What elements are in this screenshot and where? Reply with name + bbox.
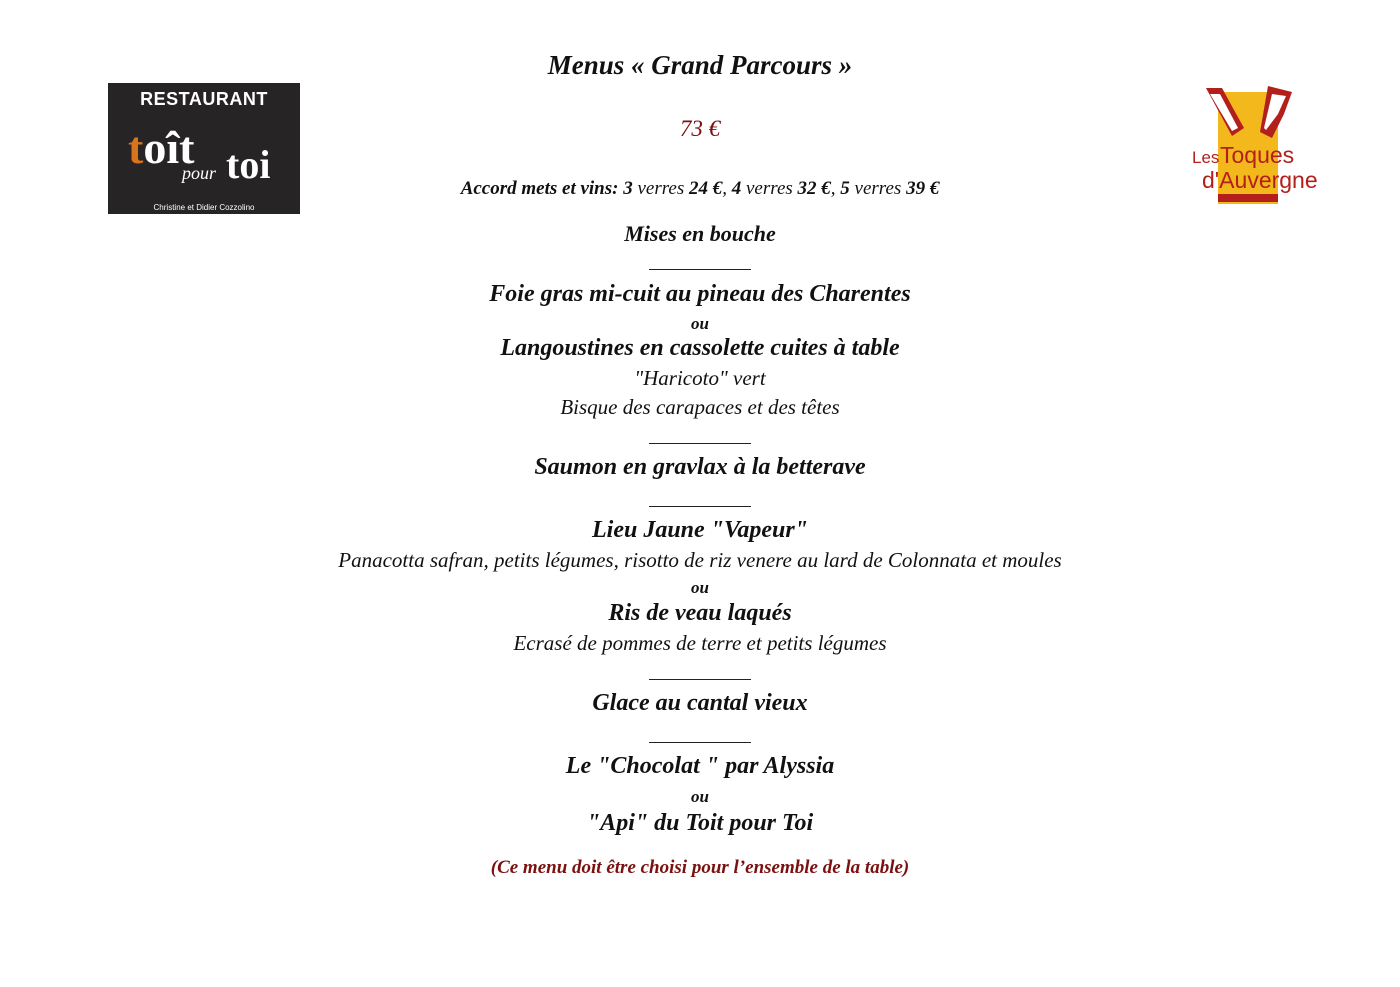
dessert-option-2: "Api" du Toit pour Toi [586,810,814,836]
second-course: Saumon en gravlax à la betterave [534,454,866,480]
logo-brand-toi: toi [226,142,271,187]
main-option-1-desc: Panacotta safran, petits légumes, risotto de riz venere au lard de Colonnata et moules [338,548,1062,572]
main-option-2: Ris de veau laqués [608,600,792,626]
pairing-5-count: 5 [840,178,850,199]
starter-option-2: Langoustines en cassolette cuites à table [500,335,900,361]
cheese-course: Glace au cantal vieux [592,690,808,716]
course-divider [649,506,751,507]
logo-brand-oit: oît [143,122,195,173]
course-divider [649,742,751,743]
logo-toques: Toques [1220,142,1295,168]
pairing-4-count: 4 [731,178,742,199]
wine-pairing-line [0,178,1400,200]
table-note: (Ce menu doit être choisi pour l’ensemble de la table) [490,857,910,878]
starter-option-2-desc-2: Bisque des carapaces et des têtes [560,395,840,419]
pairing-4-text: verres [741,178,798,199]
main-option-1: Lieu Jaune "Vapeur" [591,517,808,543]
pairing-5-text: verres [849,178,907,199]
or-separator: ou [691,314,709,333]
wine-pairing-label: Accord mets et vins: [460,178,619,199]
course-divider [649,443,751,444]
pairing-3-text: verres [632,178,689,199]
pairing-3-price: 24 € [689,178,723,199]
or-separator: ou [691,787,709,806]
logo-brand-t: t [128,122,144,173]
starter-option-2-desc-1: "Haricoto" vert [634,366,766,390]
starter-option-1: Foie gras mi-cuit au pineau des Charentes [489,281,911,307]
menu-price: 73 € [679,116,721,141]
logo-restaurant-label: RESTAURANT [140,89,268,109]
logo-auvergne: d'Auvergne [1202,167,1318,193]
course-divider [649,269,751,270]
logo-les: Les [1192,148,1220,167]
pairing-4-price: 32 € [797,178,831,199]
pairing-sep-2: , [830,178,841,199]
main-option-2-desc: Ecrasé de pommes de terre et petits légumes [513,631,887,655]
or-separator: ou [691,578,709,597]
logo-owners: Christine et Didier Cozzolino [153,203,255,212]
course-divider [649,679,751,680]
dessert-option-1: Le "Chocolat " par Alyssia [565,753,835,779]
pairing-3-count: 3 [623,178,633,199]
pairing-5-price: 39 € [906,178,940,199]
menu-title: Menus « Grand Parcours » [547,50,853,80]
amuse-bouche: Mises en bouche [624,221,776,246]
logo-brand-pour: pour [182,163,217,183]
pairing-sep-1: , [722,178,732,199]
